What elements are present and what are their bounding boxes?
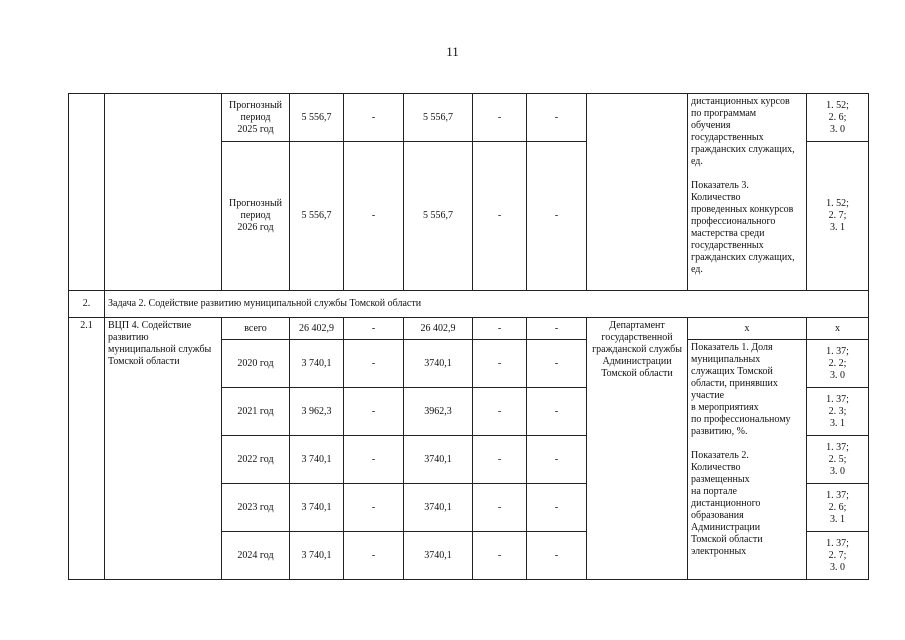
local-cell: - xyxy=(473,484,527,532)
regional-cell: 3740,1 xyxy=(404,484,473,532)
regional-cell: 3962,3 xyxy=(404,388,473,436)
table-row xyxy=(69,94,869,142)
indicator-code-cell: 1. 37; 2. 7; 3. 0 xyxy=(807,532,869,580)
regional-cell: 3740,1 xyxy=(404,532,473,580)
regional-cell: 5 556,7 xyxy=(404,94,473,142)
indicator-code-cell: х xyxy=(807,318,869,340)
indicator-code-cell: 1. 37; 2. 5; 3. 0 xyxy=(807,436,869,484)
extrabudget-cell: - xyxy=(527,388,587,436)
regional-cell: 26 402,9 xyxy=(404,318,473,340)
local-cell: - xyxy=(473,94,527,142)
indicators-cell: Показатель 1. Доля муниципальных служащих Томской области, принявших участие в мероприятиях по профессиональному развитию, %. Показатель 2. Количество размещенных на портале дистанционного образования Администрации Томской области электронных xyxy=(688,340,807,580)
regional-cell: 3740,1 xyxy=(404,436,473,484)
total-cell: 3 740,1 xyxy=(290,340,344,388)
federal-cell: - xyxy=(344,532,404,580)
total-cell: 3 962,3 xyxy=(290,388,344,436)
indicator-cell: х xyxy=(688,318,807,340)
extrabudget-cell: - xyxy=(527,94,587,142)
period-cell: всего xyxy=(222,318,290,340)
indicator-code-cell: 1. 52; 2. 6; 3. 0 xyxy=(807,94,869,142)
budget-table xyxy=(68,93,869,580)
task-number: 2. xyxy=(69,291,105,318)
indicator-code-cell: 1. 37; 2. 3; 3. 1 xyxy=(807,388,869,436)
period-cell: 2023 год xyxy=(222,484,290,532)
extrabudget-cell: - xyxy=(527,484,587,532)
regional-cell: 3740,1 xyxy=(404,340,473,388)
period-cell: 2022 год xyxy=(222,436,290,484)
task-title: Задача 2. Содействие развитию муниципальной службы Томской области xyxy=(105,291,869,318)
federal-cell: - xyxy=(344,388,404,436)
extrabudget-cell: - xyxy=(527,340,587,388)
extrabudget-cell: - xyxy=(527,318,587,340)
local-cell: - xyxy=(473,318,527,340)
period-cell: 2024 год xyxy=(222,532,290,580)
regional-cell: 5 556,7 xyxy=(404,142,473,291)
federal-cell: - xyxy=(344,142,404,291)
local-cell: - xyxy=(473,532,527,580)
local-cell: - xyxy=(473,436,527,484)
indicator-code-cell: 1. 37; 2. 6; 3. 1 xyxy=(807,484,869,532)
table-row xyxy=(69,318,869,340)
period-cell: Прогнозный период 2025 год xyxy=(222,94,290,142)
federal-cell: - xyxy=(344,318,404,340)
task-row xyxy=(69,291,869,318)
program-name: ВЦП 4. Содействие развитию муниципальной службы Томской области xyxy=(105,318,222,580)
executor-cell xyxy=(587,94,688,291)
page-number: 11 xyxy=(446,44,459,59)
item-number: 2.1 xyxy=(69,318,105,580)
local-cell: - xyxy=(473,142,527,291)
period-cell: 2021 год xyxy=(222,388,290,436)
empty-cell xyxy=(69,94,105,291)
indicators-cell: дистанционных курсов по программам обучения государственных гражданских служащих, ед. Показатель 3. Количество проведенных конкурсов профессионального мастерства среди государственных гражданских служащих, ед. xyxy=(688,94,807,291)
total-cell: 3 740,1 xyxy=(290,436,344,484)
executor-cell: Департамент государственной гражданской службы Администрации Томской области xyxy=(587,318,688,580)
indicator-code-cell: 1. 37; 2. 2; 3. 0 xyxy=(807,340,869,388)
federal-cell: - xyxy=(344,436,404,484)
extrabudget-cell: - xyxy=(527,532,587,580)
period-cell: Прогнозный период 2026 год xyxy=(222,142,290,291)
total-cell: 3 740,1 xyxy=(290,532,344,580)
federal-cell: - xyxy=(344,94,404,142)
total-cell: 26 402,9 xyxy=(290,318,344,340)
local-cell: - xyxy=(473,340,527,388)
extrabudget-cell: - xyxy=(527,142,587,291)
federal-cell: - xyxy=(344,484,404,532)
period-cell: 2020 год xyxy=(222,340,290,388)
local-cell: - xyxy=(473,388,527,436)
total-cell: 3 740,1 xyxy=(290,484,344,532)
extrabudget-cell: - xyxy=(527,436,587,484)
federal-cell: - xyxy=(344,340,404,388)
total-cell: 5 556,7 xyxy=(290,94,344,142)
empty-cell xyxy=(105,94,222,291)
total-cell: 5 556,7 xyxy=(290,142,344,291)
indicator-code-cell: 1. 52; 2. 7; 3. 1 xyxy=(807,142,869,291)
